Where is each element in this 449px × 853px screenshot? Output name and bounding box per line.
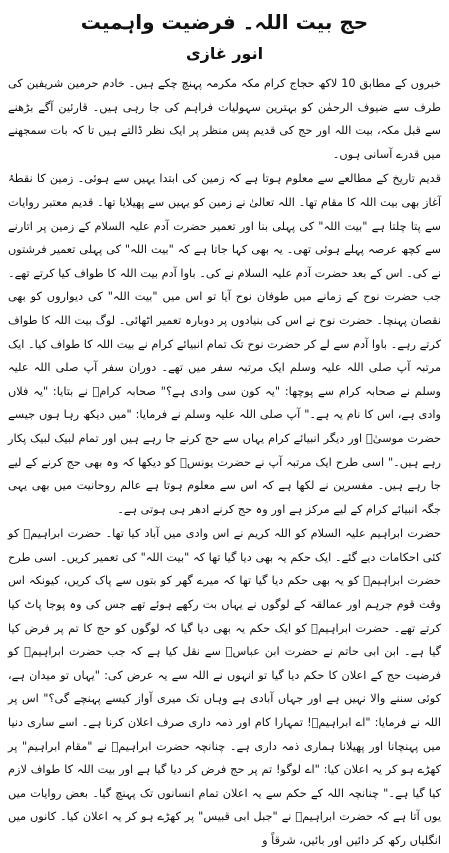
article-paragraph: خبروں کے مطابق 10 لاکھ حجاج کرام مکہ مکرمہ پہنچ چکے ہیں۔ خادم حرمین شریفین کی طرف سے ضیوف الرحمٰن کو بہترین سہولیات فراہم کی جا رہی ہیں۔ قارئین آگے بڑھنے سے قبل مکہ، بیت اللہ اور حج کی قدیم پس منظر پر ایک نظر ڈالتے ہیں تا کہ بات سمجھنے میں قدرے آسانی ہوں۔ bbox=[8, 77, 442, 161]
article-paragraph: حضرت ابراہیم علیہ السلام کو اللہ کریم نے اس وادی میں آباد کیا تھا۔ حضرت ابراہیمؑ کو کئی احکامات دیے گئے۔ ایک حکم یہ بھی دیا گیا تھا کہ "بیت اللہ" کی تعمیر کریں۔ اسی طرح حضرت ابراہیمؑ کو یہ بھی حکم دیا گیا تھا کہ میرے گھر کو بتوں سے پاک کریں، کیونکہ اس وقت قوم جرہم اور عمالقہ کے لوگوں نے یہاں بت رکھے ہوئے تھے جس کی وہ پوجا پاٹ کیا کرتے تھے۔ حضرت ابراہیمؑ کو ایک حکم یہ بھی دیا گیا کہ لوگوں کو حج کا تم پر فرض کیا گیا ہے۔ ابن ابی حاتم نے حضرت ابن عباسؓ سے نقل کیا ہے کہ جب حضرت ابراہیمؑ کو فرضیت حج کے اعلان کا حکم دیا گیا تو انہوں نے اللہ سے یہ عرض کی: "یہاں تو میدان ہے، کوئی سننے والا نہیں ہے اور جہاں آبادی ہے وہاں تک میری آواز کیسے پہنچے گی؟" اس پر اللہ نے فرمایا: "اے ابراہیمؑ! تمہارا کام اور ذمہ داری صرف اعلان کرنا ہے۔ اسے ساری دنیا میں پہنچانا اور پھیلانا ہماری ذمہ داری ہے۔ چنانچہ حضرت ابراہیمؑ نے "مقام ابراہیم" پر کھڑے ہو کر یہ اعلان کیا: "اے لوگو! تم پر حج فرض کر دیا گیا ہے اور بیت اللہ کا طواف لازم کیا گیا ہے۔" چنانچہ اللہ کے حکم سے یہ اعلان تمام انسانوں تک پہنچ گیا۔ بعض روایات میں یوں آتا ہے کہ حضرت ابراہیمؑ نے "جبل ابی قبیس" پر کھڑے ہو کر یہ اعلان کیا۔ کانوں میں انگلیاں رکھ کر دائیں اور بائیں، شرقاً و bbox=[8, 527, 441, 847]
article-title: حج بیت اللہ۔ فرضیت واہمیت bbox=[80, 10, 369, 34]
article-paragraph: قدیم تاریخ کے مطالعے سے معلوم ہوتا ہے کہ زمین کی ابتدا یہیں سے ہوئی۔ زمین کا نقطۂ آغاز بھی بیت اللہ کا مقام تھا۔ اللہ تعالیٰ نے زمین کو یہیں سے پھیلایا تھا۔ قدیم معتبر روایات سے پتا چلتا ہے "بیت اللہ" کی پہلی بنا اور تعمیر حضرت آدم علیہ السلام کے زمین پر اتارنے سے کچھ عرصہ پہلے ہوئی تھی۔ یہ بھی کہا جاتا ہے کہ "بیت اللہ" کی پہلی تعمیر فرشتوں نے کی۔ اس کے بعد حضرت آدم علیہ السلام نے کی۔ باوا آدم بیت اللہ کا طواف کیا کرتے تھے۔ جب حضرت نوح کے زمانے میں طوفان نوح آیا تو اس میں "بیت اللہ" کی دیواروں کو بھی نقصان پہنچا۔ حضرت نوح نے اس کی بنیادوں پر دوبارہ تعمیر اٹھائی۔ لوگ بیت اللہ کا طواف کرتے رہے۔ باوا آدم سے لے کر حضرت نوح تک تمام انبیائے کرام نے بیت اللہ کا طواف کیا۔ ایک مرتبہ آپ صلی اللہ علیہ وسلم ایک مرتبہ سفر میں تھے۔ دوران سفر آپ صلی اللہ علیہ وسلم نے صحابہ کرام سے پوچھا: "یہ کون سی وادی ہے؟" صحابہ کرامؓ نے بتایا: "یہ فلاں وادی ہے، اس کا نام یہ ہے۔" آپ صلی اللہ علیہ وسلم نے فرمایا: "میں دیکھ رہا ہوں جیسے حضرت موسیٰؑ اور دیگر انبیائے کرام یہاں سے حج کرنے جا رہے ہیں اور تمام لبیک لبیک پکار رہے ہیں۔" اسی طرح ایک مرتبہ آپ نے حضرت یونسؑ کو دیکھا کہ وہ بھی حج کرنے کے لیے جا رہے ہیں۔ مفسرین نے لکھا ہے کہ اس سے معلوم ہوتا ہے عالم روحانیت میں بھی یہی جگہ انبیائے کرام کے لیے مرکز ہے اور وہ حج کرنے ادھر ہی ہوتی ہے۔ bbox=[8, 172, 441, 516]
article-author: انور غازی bbox=[185, 44, 264, 63]
